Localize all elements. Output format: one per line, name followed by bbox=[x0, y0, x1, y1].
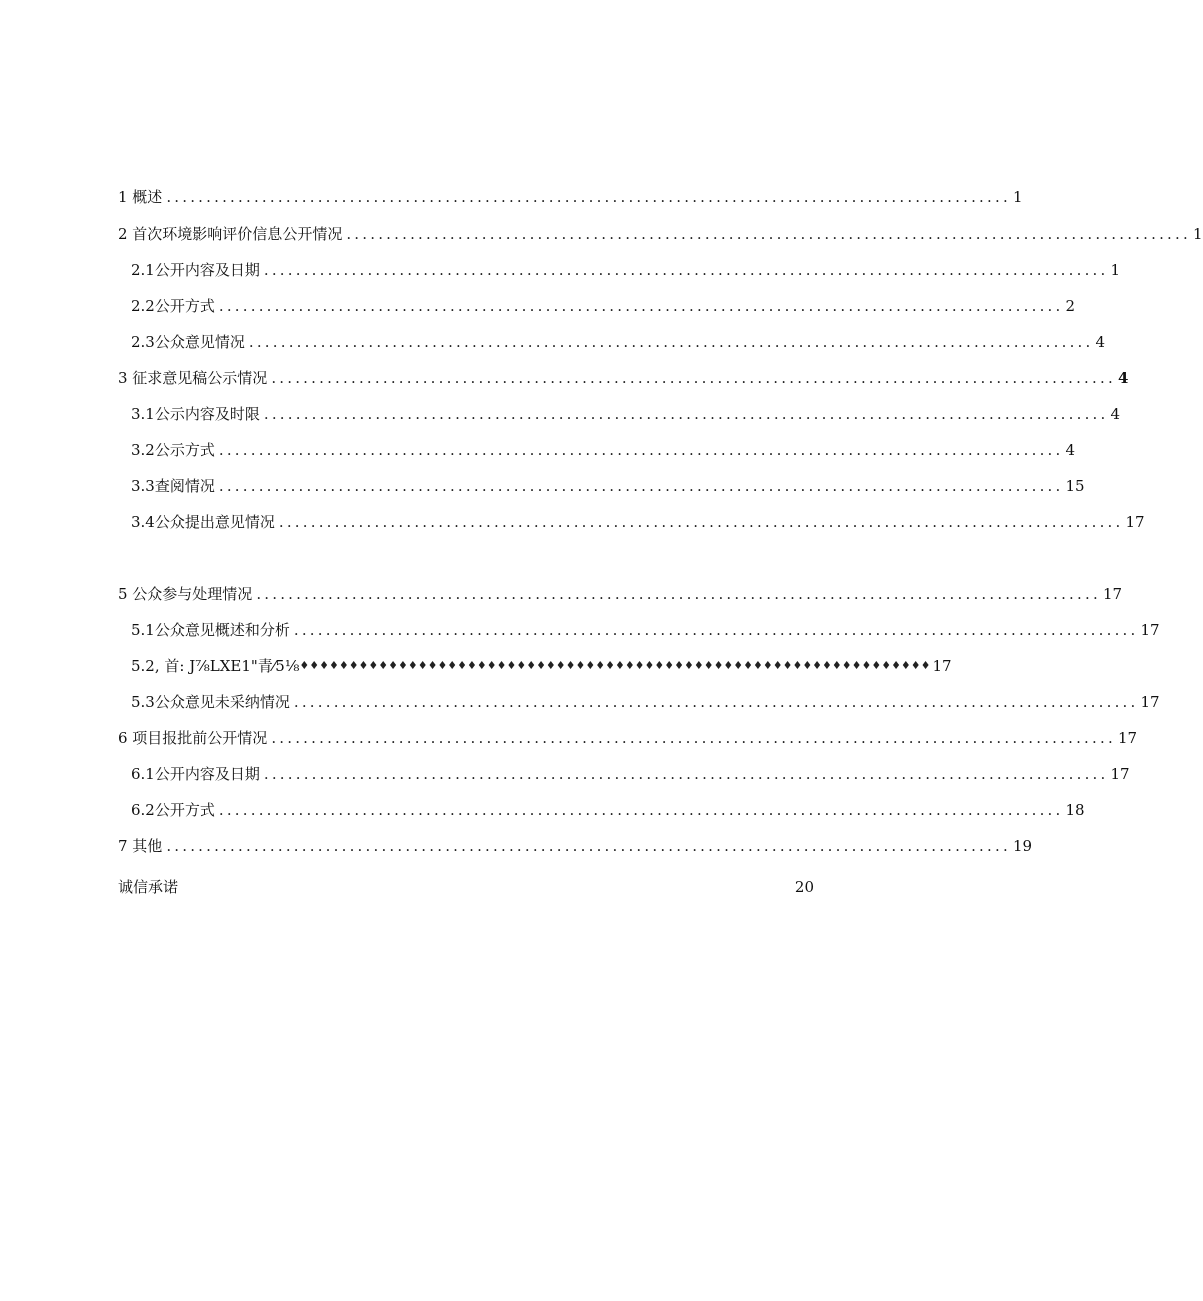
dot-leader: .......................................................................................................... bbox=[263, 261, 1109, 279]
toc-entry-title: 1 概述 bbox=[118, 188, 163, 206]
dot-leader: .......................................................................................................... bbox=[271, 369, 1116, 387]
toc-entry[interactable] bbox=[118, 875, 814, 899]
dot-leader: .......................................................................................................... bbox=[166, 188, 1011, 206]
dot-leader: .......................................................................................................... bbox=[166, 837, 1011, 855]
toc-entry-title: 公众意见概述和分析 bbox=[154, 621, 290, 639]
toc-entry-number: 3.4 bbox=[131, 513, 155, 531]
toc-entry-number: 6.1 bbox=[131, 765, 155, 783]
toc-entry[interactable] bbox=[131, 330, 1106, 354]
toc-entry[interactable] bbox=[131, 510, 1145, 534]
toc-entry-number: 6.2 bbox=[131, 801, 155, 819]
toc-entry-title: 公开方式 bbox=[154, 297, 215, 315]
toc-entry-title: 3 征求意见稿公示情况 bbox=[118, 369, 268, 387]
toc-entry-title: 公众意见情况 bbox=[154, 333, 245, 351]
toc-entry-page: 4 bbox=[1065, 441, 1076, 459]
toc-entry-page: 17 bbox=[1110, 765, 1130, 783]
toc-entry-page: 17 bbox=[1125, 513, 1145, 531]
toc-entry-title: 2 首次环境影响评价信息公开情况 bbox=[118, 225, 343, 243]
toc-entry-number: 5.3 bbox=[131, 693, 155, 711]
dot-leader: .......................................................................................................... bbox=[218, 297, 1064, 315]
toc-entry[interactable] bbox=[131, 474, 1085, 498]
toc-entry[interactable] bbox=[131, 690, 1160, 714]
toc-entry[interactable] bbox=[118, 726, 1138, 750]
toc-entry-number: 2.2 bbox=[131, 297, 155, 315]
toc-entry-title: 公开方式 bbox=[154, 801, 215, 819]
toc-entry-title: 5 公众参与处理情况 bbox=[118, 585, 253, 603]
toc-entry-title: 公众提出意见情况 bbox=[154, 513, 275, 531]
toc-entry-title: 公示内容及时限 bbox=[154, 405, 260, 423]
toc-entry[interactable] bbox=[118, 185, 1023, 209]
toc-entry-page: 1 bbox=[1012, 188, 1023, 206]
dot-leader: .......................................................................................................... bbox=[218, 477, 1064, 495]
toc-entry-page: 2 bbox=[1065, 297, 1076, 315]
dot-leader: .......................................................................................................... bbox=[218, 441, 1064, 459]
dot-leader: .......................................................................................................... bbox=[263, 765, 1109, 783]
toc-entry-page: 4 bbox=[1110, 405, 1121, 423]
toc-entry[interactable] bbox=[131, 618, 1160, 642]
toc-entry-title: , 首: J⅞LXE1"青⁄5⅛ bbox=[154, 657, 300, 675]
dot-leader: .......................................................................................................... bbox=[218, 801, 1064, 819]
dot-leader: .......................................................................................................... bbox=[278, 513, 1124, 531]
dot-leader: .......................................................................................................... bbox=[271, 729, 1116, 747]
toc-entry[interactable] bbox=[118, 366, 1129, 390]
toc-entry-page: 18 bbox=[1065, 801, 1085, 819]
toc-entry-title: 公开内容及日期 bbox=[154, 261, 260, 279]
dot-leader: .......................................................................................................... bbox=[248, 333, 1094, 351]
dot-leader: .......................................................................................................... bbox=[263, 405, 1109, 423]
toc-entry-title: 6 项目报批前公开情况 bbox=[118, 729, 268, 747]
toc-entry[interactable] bbox=[131, 438, 1076, 462]
toc-entry-page: 17 bbox=[1102, 585, 1123, 603]
toc-entry-title: 公开内容及日期 bbox=[154, 765, 260, 783]
toc-entry-number: 3.1 bbox=[131, 405, 155, 423]
toc-entry-number: 3.2 bbox=[131, 441, 155, 459]
toc-entry-page: 4 bbox=[1117, 369, 1129, 387]
toc-entry-page: 4 bbox=[1095, 333, 1106, 351]
toc-entry-page: 15 bbox=[1065, 477, 1085, 495]
toc-entry[interactable] bbox=[118, 834, 1033, 858]
toc-entry[interactable] bbox=[118, 222, 1203, 246]
toc-entry[interactable] bbox=[118, 582, 1123, 606]
dot-leader: .......................................................................................................... bbox=[346, 225, 1191, 243]
toc-entry[interactable] bbox=[131, 654, 952, 678]
toc-entry-number: 5.2 bbox=[131, 657, 155, 675]
dot-leader: .......................................................................................................... bbox=[293, 621, 1139, 639]
toc-entry-page: 1 bbox=[1110, 261, 1121, 279]
toc-entry-number: 2.3 bbox=[131, 333, 155, 351]
toc-entry-page: 17 bbox=[1117, 729, 1138, 747]
toc-entry-page: 1 bbox=[1192, 225, 1203, 243]
toc-entry-title: 查阅情况 bbox=[154, 477, 215, 495]
toc-entry-number: 2.1 bbox=[131, 261, 155, 279]
toc-entry-number: 3.3 bbox=[131, 477, 155, 495]
toc-entry-title: 公众意见未采纳情况 bbox=[154, 693, 290, 711]
diamond-leader: ♦♦♦♦♦♦♦♦♦♦♦♦♦♦♦♦♦♦♦♦♦♦♦♦♦♦♦♦♦♦♦♦♦♦♦♦♦♦♦♦♦♦♦♦♦♦♦♦♦♦♦♦♦♦♦♦♦♦♦♦♦♦♦♦ bbox=[299, 659, 931, 672]
toc-entry[interactable] bbox=[131, 294, 1076, 318]
toc-entry[interactable] bbox=[131, 402, 1121, 426]
dot-leader: .......................................................................................................... bbox=[293, 693, 1139, 711]
toc-entry-title: 公示方式 bbox=[154, 441, 215, 459]
toc-entry-page: 17 bbox=[1140, 693, 1160, 711]
toc-entry[interactable] bbox=[131, 258, 1121, 282]
dot-leader: .......................................................................................................... bbox=[256, 585, 1101, 603]
toc-entry-title: 7 其他 bbox=[118, 837, 163, 855]
toc-entry-title: 诚信承诺 bbox=[118, 878, 179, 896]
toc-entry-number: 5.1 bbox=[131, 621, 155, 639]
toc-entry-page: 20 bbox=[794, 878, 814, 896]
toc-entry[interactable] bbox=[131, 762, 1130, 786]
toc-entry-page: 17 bbox=[1140, 621, 1160, 639]
toc-entry[interactable] bbox=[131, 798, 1085, 822]
toc-entry-page: 17 bbox=[932, 657, 952, 675]
toc-entry-page: 19 bbox=[1012, 837, 1033, 855]
